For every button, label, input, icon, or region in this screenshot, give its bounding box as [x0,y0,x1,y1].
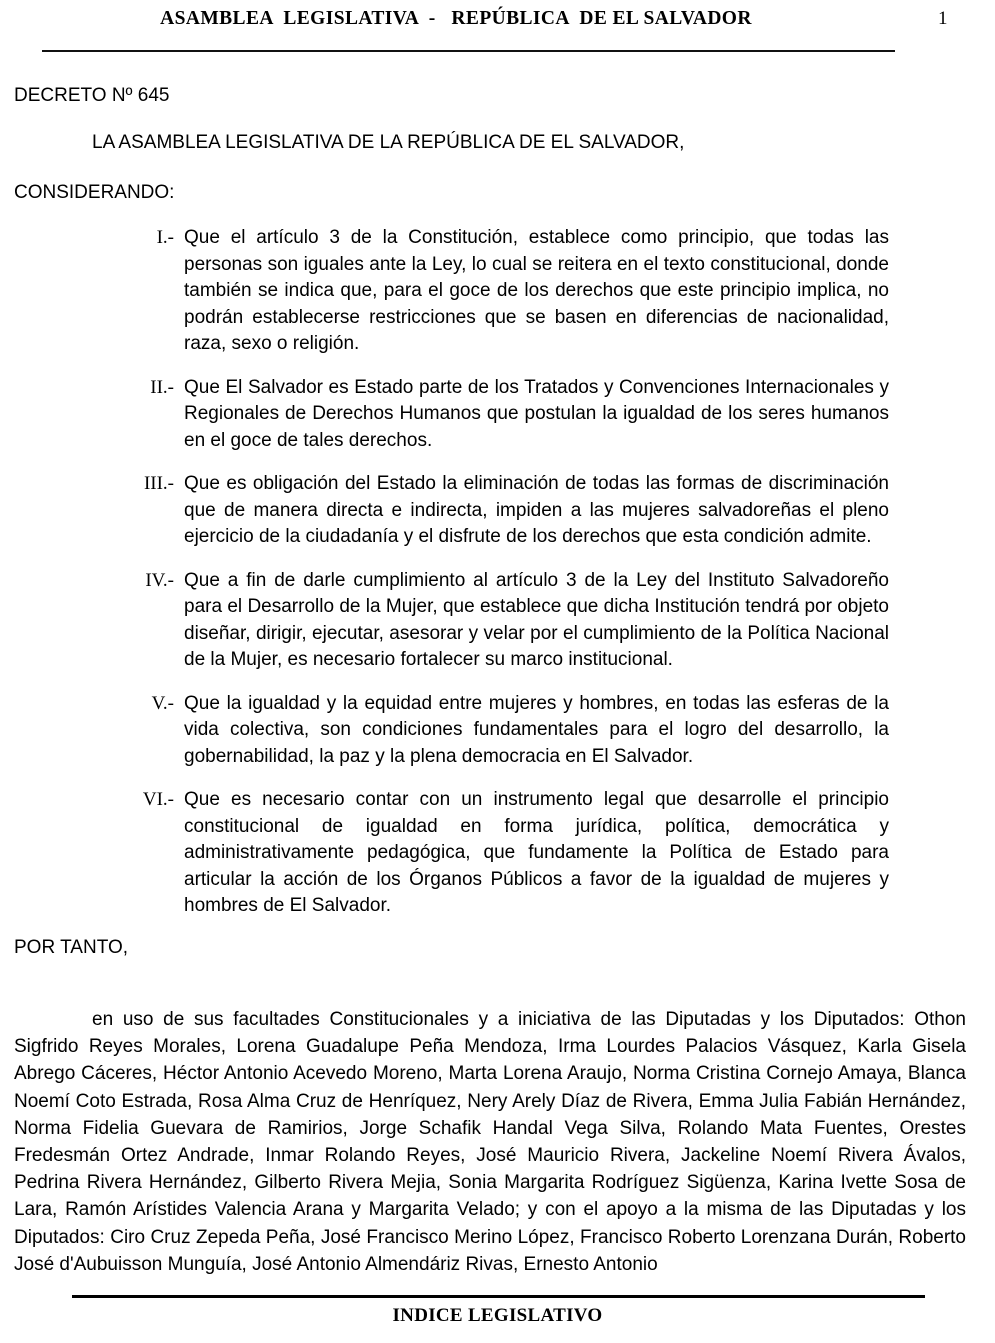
header-divider [42,50,895,52]
clause-text: Que El Salvador es Estado parte de los Tratados y Convenciones Internacionales y Regionales de Derechos Humanos que postulan la igualdad de los seres humanos en el goce de tales derechos. [184,376,889,451]
por-tanto-label: POR TANTO, [14,937,129,958]
clause-item [0,568,995,674]
page-footer [0,1283,995,1343]
preamble-paragraph: en uso de sus facultades Constitucionales y a iniciativa de las Diputadas y los Diputados: Othon Sigfrido Reyes Morales, Lorena Guadalupe Peña Mendoza, Irma Lourdes Palacios Vásquez, Karla Gisela Abrego Cáceres, Héctor Antonio Acevedo Moreno, Marta Lorena Araujo, Norma Cristina Cornejo Amaya, Blanca Noemí Coto Estrada, Rosa Alma Cruz de Henríquez, Nery Arely Díaz de Rivera, Emma Julia Fabián Hernández, Norma Fidelia Guevara de Ramirios, Jorge Schafik Handal Vega Silva, Rolando Mata Fuentes, Orestes Fredesmán Ortez Andrade, Inmar Rolando Reyes, José Mauricio Rivera, Jackeline Noemí Rivera Ávalos, Pedrina Rivera Hernández, Gilberto Rivera Mejia, Sonia Margarita Rodríguez Sigüenza, Karina Ivette Sosa de Lara, Ramón Arístides Valencia Arana y Margarita Velado; y con el apoyo a la misma de las Diputadas y los Diputados: Ciro Cruz Zepeda Peña, José Francisco Merino López, Francisco Roberto Lorenzana Durán, Roberto José d'Aubuisson Munguía, José Antonio Almendáriz Rivas, Ernesto Antonio [14,1009,966,1275]
page-number: 1 [938,8,948,29]
clause-text: Que la igualdad y la equidad entre mujeres y hombres, en todas las esferas de la vida colectiva, son condiciones fundamentales para el logro del desarrollo, la gobernabilidad, la paz y la plena democracia en El Salvador. [184,692,889,767]
assembly-heading: LA ASAMBLEA LEGISLATIVA DE LA REPÚBLICA DE EL SALVADOR, [92,132,685,153]
footer-title: INDICE LEGISLATIVO [392,1305,603,1326]
clause-text: Que el artículo 3 de la Constitución, establece como principio, que todas las personas son iguales ante la Ley, lo cual se reitera en el texto constitucional, donde también se indica que, para el goce de los derechos que este principio implica, no podrán establecerse restricciones que se basen en diferencias de nacionalidad, raza, sexo o religión. [184,227,889,354]
considerando-list [0,225,995,937]
clause-item [0,375,995,455]
clause-numeral: III.- [143,473,174,494]
page-title: ASAMBLEA LEGISLATIVA - REPÚBLICA DE EL SALVADOR [160,8,752,29]
clause-text: Que es necesario contar con un instrumento legal que desarrolle el principio constitucional de igualdad en forma jurídica, política, democrática y administrativamente pedagógica, que fundamente la Política de Estado para articular la acción de los Órganos Públicos a favor de la igualdad de mujeres y hombres de El Salvador. [184,789,889,916]
clause-text: Que es obligación del Estado la eliminación de todas las formas de discriminación que de manera directa e indirecta, impiden a las mujeres salvadoreñas el pleno ejercicio de la ciudadanía y el disfrute de los derechos que esta condición admite. [184,473,889,547]
page-header [0,0,995,62]
footer-divider [72,1295,925,1298]
clause-numeral: VI.- [142,789,174,810]
clause-numeral: IV.- [145,569,174,591]
considerando-label: CONSIDERANDO: [14,182,175,203]
clause-item [0,225,995,358]
clause-numeral: V.- [151,692,174,714]
decree-number: DECRETO Nº 645 [14,85,170,106]
clause-item [0,787,995,920]
clause-item [0,691,995,771]
clause-item [0,471,995,551]
clause-numeral: II.- [150,376,174,398]
clause-text: Que a fin de darle cumplimiento al artículo 3 de la Ley del Instituto Salvadoreño para el Desarrollo de la Mujer, que establece que dicha Institución tendrá por objeto diseñar, dirigir, ejecutar, asesorar y velar por el cumplimiento de la Política Nacional de la Mujer, es necesario fortalecer su marco institucional. [184,569,889,670]
clause-numeral: I.- [156,227,174,248]
